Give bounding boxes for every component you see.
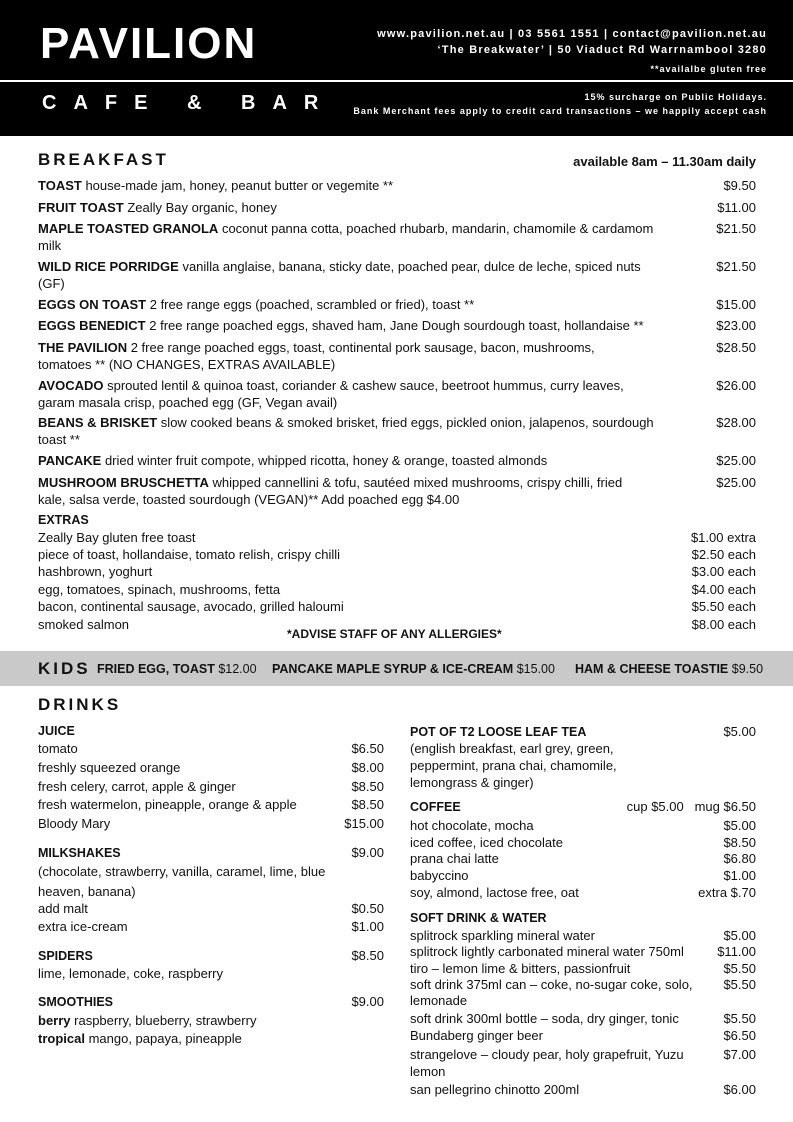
drink-price: $7.00 <box>723 1047 756 1062</box>
drink-name: soft drink 375ml can – coke, no-sugar coke, solo, lemonade <box>410 977 693 1008</box>
item-price: $25.00 <box>716 475 756 490</box>
menu-item <box>38 340 756 373</box>
milkshake-row <box>38 919 384 935</box>
drink-name: tiro – lemon lime & bitters, passionfruit <box>410 961 631 976</box>
extras-price: $3.00 each <box>691 564 756 579</box>
smoothie-row <box>38 1013 384 1029</box>
item-desc: coconut panna cotta, poached rhubarb, mandarin, chamomile & cardamom milk <box>38 221 654 253</box>
drink-price: $5.50 <box>723 961 756 976</box>
milkshakes-header <box>38 845 384 861</box>
spiders-price: $8.50 <box>351 948 384 963</box>
item-desc: house-made jam, honey, peanut butter or vegemite ** <box>81 178 394 193</box>
item-price: $28.00 <box>716 415 756 430</box>
coffee-sizes: cup $5.00 mug $6.50 <box>626 799 756 814</box>
milkshake-flavours: (chocolate, strawberry, vanilla, caramel, lime, blue heaven, banana) <box>38 864 326 899</box>
item-price: $15.00 <box>716 297 756 312</box>
kids-item <box>272 662 555 676</box>
juice-row <box>38 779 384 795</box>
drink-name: splitrock sparkling mineral water <box>410 928 595 943</box>
extras-desc: Zeally Bay gluten free toast <box>38 530 196 545</box>
item-price: $21.50 <box>716 259 756 274</box>
soft-drink-row <box>410 1011 756 1027</box>
item-name: WILD RICE PORRIDGE <box>38 259 179 274</box>
drink-name: iced coffee, iced chocolate <box>410 835 563 850</box>
coffee-header <box>410 799 756 815</box>
gluten-free-note: **availalbe gluten free <box>650 64 767 74</box>
drink-name: tomato <box>38 741 78 756</box>
drink-name: babyccino <box>410 868 469 883</box>
extras-row <box>38 564 756 580</box>
juice-row <box>38 741 384 757</box>
juice-row <box>38 760 384 776</box>
juice-row <box>38 797 384 813</box>
extras-price: $2.50 each <box>691 547 756 562</box>
header-banner <box>0 0 793 136</box>
kids-item-name: PANCAKE MAPLE SYRUP & ICE-CREAM <box>272 662 514 676</box>
spiders-flavours: lime, lemonade, coke, raspberry <box>38 966 223 981</box>
allergy-notice: *ADVISE STAFF OF ANY ALLERGIES* <box>287 627 502 641</box>
item-price: $11.00 <box>717 200 756 215</box>
drink-price: $8.50 <box>351 797 384 812</box>
kids-title: KIDS <box>38 659 91 678</box>
drink-price: $11.00 <box>717 944 756 959</box>
item-desc: 2 free range poached eggs, toast, continental pork sausage, bacon, mushrooms, tomatoes ** (NO CHANGES, EXTRAS AVAILABLE) <box>38 340 595 372</box>
item-name: MAPLE TOASTED GRANOLA <box>38 221 219 236</box>
drink-name: Bundaberg ginger beer <box>410 1028 543 1043</box>
drink-price: $8.50 <box>351 779 384 794</box>
drink-price: $0.50 <box>351 901 384 916</box>
smoothies-heading: SMOOTHIES <box>38 995 114 1009</box>
extras-heading: EXTRAS <box>38 513 89 527</box>
soft-drink-heading: SOFT DRINK & WATER <box>410 911 547 925</box>
smoothies-header <box>38 994 384 1010</box>
kids-banner <box>0 651 793 686</box>
extras-desc: smoked salmon <box>38 617 130 632</box>
drink-price: $6.80 <box>723 851 756 866</box>
breakfast-title: BREAKFAST <box>38 150 169 169</box>
kids-item-price: $15.00 <box>516 662 555 676</box>
menu-item <box>38 415 756 448</box>
menu-item <box>38 259 756 292</box>
menu-item <box>38 221 756 254</box>
drink-price: $5.50 <box>723 977 756 992</box>
merchant-fee-note: Bank Merchant fees apply to credit card transactions – we happily accept cash <box>353 106 767 116</box>
menu-item <box>38 200 756 217</box>
tea-flavours: (english breakfast, earl grey, green, peppermint, prana chai, chamomile, lemongrass & ginger) <box>410 741 617 790</box>
extras-desc: piece of toast, hollandaise, tomato relish, crispy chilli <box>38 547 341 562</box>
drink-name: add malt <box>38 901 88 916</box>
coffee-heading: COFFEE <box>410 800 461 814</box>
milkshake-row <box>38 901 384 917</box>
coffee-row <box>410 851 756 867</box>
drink-price: $6.00 <box>723 1082 756 1097</box>
drink-price: $8.00 <box>351 760 384 775</box>
extras-row <box>38 530 756 546</box>
contact-line-1: www.pavilion.net.au | 03 5561 1551 | contact@pavilion.net.au <box>377 28 767 40</box>
menu-item <box>38 453 756 470</box>
item-desc: dried winter fruit compote, whipped ricotta, honey & orange, toasted almonds <box>101 453 548 468</box>
drink-name: Bloody Mary <box>38 816 111 831</box>
item-name: AVOCADO <box>38 378 104 393</box>
smoothies-price: $9.00 <box>351 994 384 1009</box>
extras-price: $4.00 each <box>691 582 756 597</box>
item-name: TOAST <box>38 178 82 193</box>
drink-price: $5.00 <box>723 928 756 943</box>
item-desc: slow cooked beans & smoked brisket, fried eggs, pickled onion, jalapenos, sourdough toast ** <box>38 415 654 447</box>
kids-item-name: FRIED EGG, TOAST <box>97 662 215 676</box>
extras-row <box>38 582 756 598</box>
extras-price: $1.00 extra <box>690 530 756 545</box>
milkshakes-heading: MILKSHAKES <box>38 846 121 860</box>
menu-item <box>38 318 756 335</box>
drink-price: $1.00 <box>351 919 384 934</box>
item-name: THE PAVILION <box>38 340 128 355</box>
milkshakes-price: $9.00 <box>351 845 384 860</box>
tea-heading: POT OF T2 LOOSE LEAF TEA <box>410 725 587 739</box>
drink-price: $15.00 <box>344 816 384 831</box>
drink-name: strangelove – cloudy pear, holy grapefruit, Yuzu lemon <box>410 1047 684 1079</box>
soft-drink-row <box>410 977 756 1009</box>
soft-drink-row <box>410 1028 756 1044</box>
smoothie-name: tropical <box>38 1031 85 1046</box>
menu-item <box>38 378 756 411</box>
drink-name: extra ice-cream <box>38 919 128 934</box>
extras-price: $8.00 each <box>691 617 756 632</box>
coffee-row <box>410 868 756 884</box>
kids-item-name: HAM & CHEESE TOASTIE <box>575 662 729 676</box>
drink-price: $5.00 <box>723 818 756 833</box>
drink-name: soy, almond, lactose free, oat <box>410 885 579 900</box>
item-desc: whipped cannellini & tofu, sautéed mixed mushrooms, crispy chilli, fried kale, salsa verde, toasted sourdough (VEGAN)** Add poached egg $4.00 <box>38 475 623 507</box>
item-price: $23.00 <box>716 318 756 333</box>
extras-price: $5.50 each <box>691 599 756 614</box>
brand-subtitle: CAFE & BAR <box>42 92 336 114</box>
menu-item <box>38 178 756 195</box>
item-price: $21.50 <box>716 221 756 236</box>
coffee-row <box>410 885 756 901</box>
item-desc: 2 free range poached eggs, shaved ham, Jane Dough sourdough toast, hollandaise ** <box>145 318 644 333</box>
surcharge-note: 15% surcharge on Public Holidays. <box>584 92 767 102</box>
drink-name: fresh celery, carrot, apple & ginger <box>38 779 236 794</box>
kids-item-price: $9.50 <box>731 662 764 676</box>
item-price: $25.00 <box>716 453 756 468</box>
item-price: $28.50 <box>716 340 756 355</box>
smoothie-desc: mango, papaya, pineapple <box>84 1031 242 1046</box>
item-desc: Zeally Bay organic, honey <box>123 200 277 215</box>
kids-item <box>575 662 763 676</box>
smoothie-name: berry <box>38 1013 71 1028</box>
soft-drink-row <box>410 928 756 944</box>
drinks-title: DRINKS <box>38 695 122 714</box>
juice-row <box>38 816 384 832</box>
drink-name: soft drink 300ml bottle – soda, dry ginger, tonic <box>410 1011 679 1026</box>
tea-header <box>410 724 756 740</box>
soft-drink-row <box>410 961 756 977</box>
breakfast-availability: available 8am – 11.30am daily <box>573 154 756 169</box>
drink-name: splitrock lightly carbonated mineral water 750ml <box>410 944 684 959</box>
contact-line-2: ‘The Breakwater’ | 50 Viaduct Rd Warrnambool 3280 <box>437 44 767 56</box>
item-desc: 2 free range eggs (poached, scrambled or fried), toast ** <box>146 297 475 312</box>
coffee-row <box>410 835 756 851</box>
smoothie-row <box>38 1031 384 1047</box>
smoothie-desc: raspberry, blueberry, strawberry <box>70 1013 257 1028</box>
coffee-row <box>410 818 756 834</box>
kids-item <box>97 662 257 676</box>
item-name: PANCAKE <box>38 453 102 468</box>
spiders-heading: SPIDERS <box>38 949 93 963</box>
drink-price: $6.50 <box>723 1028 756 1043</box>
item-name: BEANS & BRISKET <box>38 415 158 430</box>
brand-title: PAVILION <box>40 19 258 68</box>
drink-name: prana chai latte <box>410 851 499 866</box>
drink-price: $6.50 <box>351 741 384 756</box>
extras-row <box>38 599 756 615</box>
drink-price: extra $.70 <box>698 885 756 900</box>
item-name: MUSHROOM BRUSCHETTA <box>38 475 209 490</box>
item-name: FRUIT TOAST <box>38 200 124 215</box>
extras-desc: hashbrown, yoghurt <box>38 564 153 579</box>
item-name: EGGS BENEDICT <box>38 318 146 333</box>
soft-drink-row <box>410 1082 756 1098</box>
drink-name: fresh watermelon, pineapple, orange & apple <box>38 797 297 812</box>
drink-price: $5.50 <box>723 1011 756 1026</box>
kids-item-price: $12.00 <box>218 662 257 676</box>
menu-item <box>38 297 756 314</box>
drink-name: freshly squeezed orange <box>38 760 181 775</box>
soft-drink-row <box>410 944 756 960</box>
item-price: $26.00 <box>716 378 756 393</box>
extras-desc: bacon, continental sausage, avocado, grilled haloumi <box>38 599 344 614</box>
drink-price: $1.00 <box>723 868 756 883</box>
tea-price: $5.00 <box>723 724 756 739</box>
drink-price: $8.50 <box>723 835 756 850</box>
item-price: $9.50 <box>723 178 756 193</box>
soft-drink-row <box>410 1046 756 1080</box>
extras-row <box>38 547 756 563</box>
item-desc: vanilla anglaise, banana, sticky date, poached pear, dulce de leche, spiced nuts (GF) <box>38 259 641 291</box>
item-name: EGGS ON TOAST <box>38 297 147 312</box>
item-desc: sprouted lentil & quinoa toast, coriander & cashew sauce, beetroot hummus, curry leaves, garam masala crisp, poached egg (GF, Vegan avail) <box>38 378 624 410</box>
drink-name: san pellegrino chinotto 200ml <box>410 1082 580 1097</box>
extras-desc: egg, tomatoes, spinach, mushrooms, fetta <box>38 582 281 597</box>
drink-name: hot chocolate, mocha <box>410 818 534 833</box>
juice-heading: JUICE <box>38 724 75 738</box>
menu-item <box>38 475 756 508</box>
header-divider <box>0 80 793 82</box>
spiders-header <box>38 948 384 964</box>
